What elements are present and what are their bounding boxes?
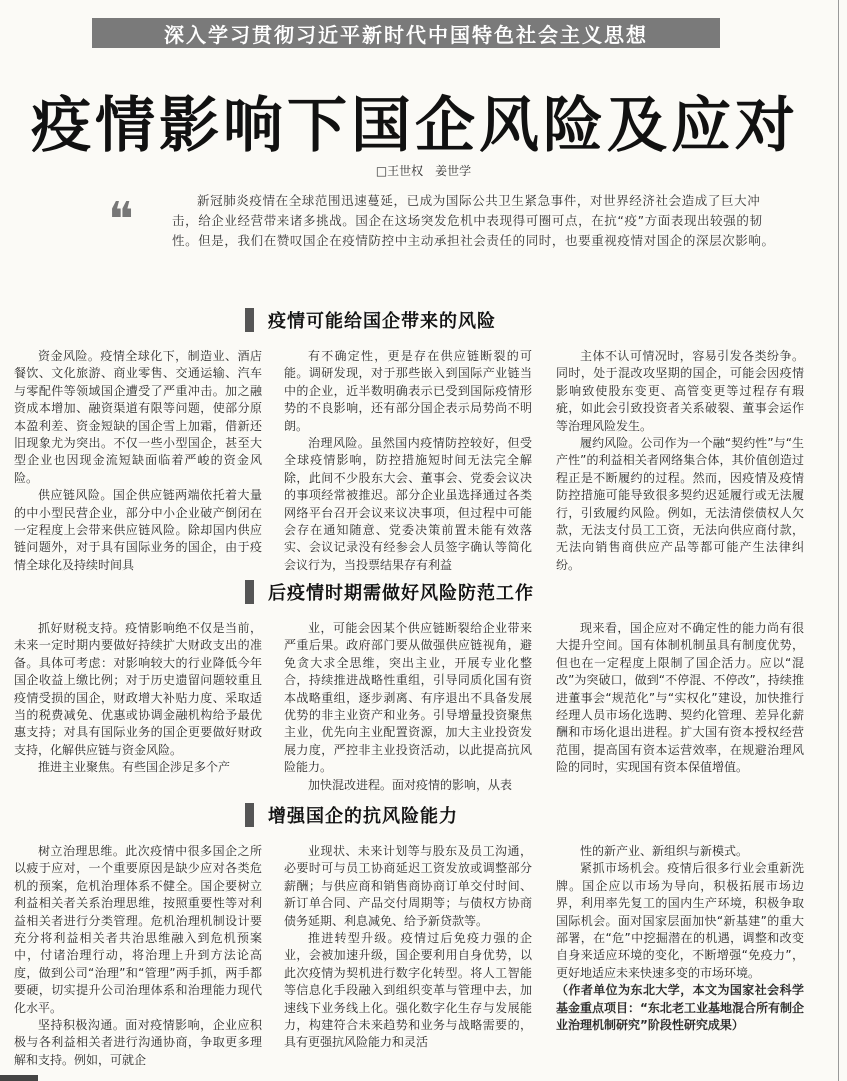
section2-column1: [14, 620, 262, 794]
page-edge-divider: [838, 0, 839, 1081]
quote-mark-icon: ❝: [108, 192, 134, 248]
article-title: 疫情影响下国企风险及应对: [31, 91, 799, 161]
heading-bar: [245, 803, 254, 827]
section-heading-resilience: [245, 802, 458, 828]
article-abstract: 新冠肺炎疫情在全球范围迅速蔓延，已成为国际公共卫生紧急事件，对世界经济社会造成了巨大冲击，给企业经营带来诸多挑战。国企在这场突发危机中表现得可圈可点，在抗“疫”方面表现出较强的韧性。但是，我们在赞叹国企在疫情防控中主动承担社会责任的同时，也要重视疫情对国企的深层次影响。: [172, 193, 775, 248]
heading-bar: [245, 580, 254, 604]
section3-column2: [284, 843, 532, 1073]
paragraph: 有不确定性，更是存在供应链断裂的可能。调研发现，对于那些嵌入到国际产业链当中的企业，近半数明确表示已受到国际疫情形势的不良影响，还有部分国企表示局势尚不明朗。: [284, 349, 532, 433]
paragraph: 履约风险。公司作为一个融“契约性”与“生产性”的利益相关者网络集合体，其价值创造过程正是不断履约的过程。然而，因疫情及疫情防控措施可能导致很多契约迟延履行或无法履行，引致履约风险。例如，无法清偿债权人欠款，无法支付员工工资，无法向供应商付款，无法向销售商供应产品等都可能产生法律纠纷。: [556, 436, 804, 572]
paragraph: 供应链风险。国企供应链两端依托着大量的中小型民营企业，部分中小企业破产倒闭在一定程度上会带来供应链风险。除却国内供应链问题外，对于具有国际业务的国企，由于疫情全球化及持续时间具: [14, 488, 262, 572]
author-line: □王世权 姜世学: [375, 164, 472, 178]
section-title: 后疫情时期需做好风险防范工作: [268, 583, 534, 604]
paragraph: 紧抓市场机会。疫情后很多行业会重新洗牌。国企应以市场为导向，积极拓展市场边界，利用率先复工的国内生产环境，积极争取国际机会。面对国家层面加快“新基建”的重大部署，在“危”中挖掘潜在的机遇，调整和改变自身来适应环境的变化，不断增强“免疫力”，更好地适应未来快速多变的市场环境。: [556, 861, 804, 980]
heading-bar: [245, 308, 254, 332]
paragraph: 性的新产业、新组织与新模式。: [580, 844, 749, 858]
paragraph: 治理风险。虽然国内疫情防控较好，但受全球疫情影响，防控措施短时间无法完全解除，此间不少股东大会、董事会、党委会议决的事项经常被推迟。部分企业虽选择通过各类网络平台召开会议来议决事项，但过程中可能会存在通知随意、党委决策前置未能有效落实、会议记录没有经参会人员签字确认等简化会议行为，当投票结果存有利益: [284, 436, 532, 572]
section1-column2: [284, 348, 532, 572]
section2-column2: [284, 620, 532, 794]
paragraph: 业，可能会因某个供应链断裂给企业带来严重后果。政府部门要从做强供应链视角，避免贪大求全思维，突出主业，开展专业化整合，持续推进战略性重组，引导同质化国有资本战略重组，逐步剥离、有序退出不具备发展优势的非主业资产和业务。引导增量投资聚焦主业，优先向主业配置资源，加大主业投资发展力度，严控非主业投资活动，以此提高抗风险能力。: [284, 621, 532, 775]
paragraph: 推进主业聚焦。有些国企涉足多个产: [38, 760, 231, 775]
series-banner: 深入学习贯彻习近平新时代中国特色社会主义思想: [92, 18, 720, 48]
section1-column3: [556, 348, 804, 572]
paragraph: 树立治理思维。此次疫情中很多国企之所以疲于应对，一个重要原因是缺少应对各类危机的预案，危机治理体系不健全。国企要树立利益相关者关系治理思维，按照重要性等对利益相关者进行分类管理。危机治理机制设计要充分将利益相关者共治思维融入到危机预案中，付诸治理行动，将治理上升到方法论高度，做到公司“治理”和“管理”两手抓，两手都要硬，切实提升公司治理体系和治理能力现代化水平。: [14, 844, 262, 1015]
paragraph: 业现状、未来计划等与股东及员工沟通，必要时可与员工协商延迟工资发放或调整部分薪酬；与供应商和销售商协商订单交付时间、新订单合同、产品交付周期等；与债权方协商债务延期、利息减免、给予新贷款等。: [284, 844, 532, 928]
paragraph: 坚持积极沟通。面对疫情影响，企业应积极与各利益相关者进行沟通协商，争取更多理解和支持。例如，可就企: [14, 1018, 262, 1067]
section-title: 疫情可能给国企带来的风险: [268, 311, 496, 332]
section1-column1: [14, 348, 262, 572]
paragraph: 主体不认可情况时，容易引发各类纷争。同时，处于混改攻坚期的国企，可能会因疫情影响致使股东变更、高管变更等过程存有瑕疵，如此会引致投资者关系破裂、董事会运作等治理风险发生。: [556, 349, 804, 433]
page-corner-mark: [0, 1075, 38, 1081]
paragraph: 推进转型升级。疫情过后免疫力强的企业，会被加速升级，国企要利用自身优势，以此次疫情为契机进行数字化转型。将人工智能等信息化手段融入到组织变革与管理中去，加速线下业务线上化。强化数字化生存与发展能力，构建符合未来趋势和业务与战略需要的，具有更强抗风险能力和灵活: [284, 931, 532, 1050]
section-title: 增强国企的抗风险能力: [268, 806, 458, 827]
author-note: （作者单位为东北大学，本文为国家社会科学基金重点项目：“东北老工业基地混合所有制企业治理机制研究”阶段性研究成果）: [556, 983, 804, 1033]
paragraph: 加快混改进程。面对疫情的影响，从表: [308, 777, 513, 792]
paragraph: 资金风险。疫情全球化下，制造业、酒店餐饮、文化旅游、商业零售、交通运输、汽车与零配件等领域国企遭受了严重冲击。加之融资成本增加、融资渠道有限等问题，使部分原本盈利差、资金短缺的国企雪上加霜，借新还旧现象尤为突出。不仅一些小型国企，甚至大型企业也因现金流短缺面临着严峻的资金风险。: [14, 349, 262, 485]
section3-column3: [556, 843, 804, 1073]
section-heading-risks: [245, 307, 496, 333]
paragraph: 抓好财税支持。疫情影响绝不仅是当前，未来一定时期内要做好持续扩大财政支出的准备。具体可考虑：对影响较大的行业降低今年国企收益上缴比例；对于历史遗留问题较重且疫情受损的国企，财政增大补贴力度、采取适当的税费减免、优惠或协调金融机构给予最优惠支持；对具有国际业务的国企更要做好财政支持，化解供应链与资金风险。: [14, 621, 262, 757]
section2-column3: [556, 620, 804, 794]
paragraph: 现来看，国企应对不确定性的能力尚有很大提升空间。国有体制机制虽具有制度优势，但也在一定程度上限制了国企活力。应以“混改”为突破口，做到“不停混、不停改”，持续推进董事会“规范化”与“实权化”建设，加快推行经理人员市场化选聘、契约化管理、差异化薪酬和市场化退出进程。扩大国有资本授权经营范围，提高国有资本运营效率，在规避治理风险的同时，实现国有资本保值增值。: [556, 621, 804, 775]
section3-column1: [14, 843, 262, 1073]
section-heading-prevention: [245, 579, 534, 605]
